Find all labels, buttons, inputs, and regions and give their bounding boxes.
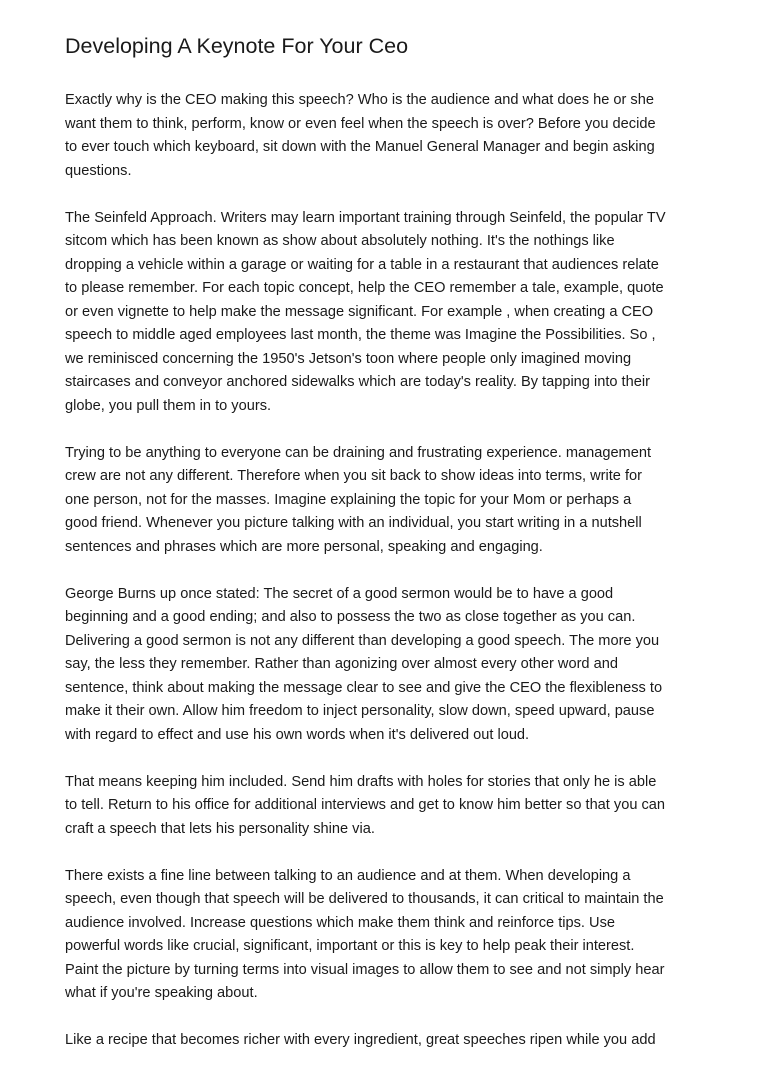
text-line: sitcom which has been known as show about absolutely nothing. It's the nothings like	[65, 233, 615, 249]
paragraph	[65, 442, 712, 560]
text-line: globe, you pull them in to yours.	[65, 397, 272, 414]
paragraph	[65, 207, 712, 419]
text-line: dropping a vehicle within a garage or waiting for a table in a restaurant that audiences relate	[65, 256, 659, 273]
text-line: Trying to be anything to everyone can be draining and frustrating experience. management	[65, 444, 652, 461]
text-line: George Burns up once stated: The secret of a good sermon would be to have a good	[65, 585, 614, 602]
text-line: staircases and conveyor anchored sidewalks which are today's reality. By tapping into their	[65, 374, 650, 390]
text-line: make it their own. Allow him freedom to inject personality, slow down, speed upward, pause	[65, 703, 655, 719]
text-line: what if you're speaking about.	[65, 985, 258, 1001]
text-line: to ever touch which keyboard, sit down with the Manuel General Manager and begin asking	[65, 139, 655, 155]
text-line: sentence, think about making the message clear to see and give the CEO the flexibleness to	[65, 679, 663, 696]
paragraph	[65, 865, 712, 1006]
text-line: speech to middle aged employees last month, the theme was Imagine the Possibilities. So ,	[65, 327, 656, 343]
text-line: That means keeping him included. Send him drafts with holes for stories that only he is able	[65, 773, 657, 790]
text-line: powerful words like crucial, significant, important or this is key to help peak their interest.	[65, 938, 635, 954]
paragraph	[65, 771, 712, 842]
text-line: questions.	[65, 162, 132, 179]
text-line: sentences and phrases which are more personal, speaking and engaging.	[65, 538, 543, 555]
text-line: to tell. Return to his office for additional interviews and get to know him better so that you can	[65, 797, 666, 813]
text-line: Exactly why is the CEO making this speech? Who is the audience and what does he or she	[65, 92, 654, 108]
text-line: The Seinfeld Approach. Writers may learn important training through Seinfeld, the popular TV	[65, 209, 666, 226]
text-line: There exists a fine line between talking to an audience and at them. When developing a	[65, 867, 631, 884]
document-title: Developing A Keynote For Your Ceo	[65, 34, 409, 58]
text-line: Delivering a good sermon is not any different than developing a good speech. The more you	[65, 632, 660, 649]
text-line: with regard to effect and use his own words when it's delivered out loud.	[65, 726, 530, 743]
paragraph	[65, 1029, 712, 1053]
paragraph	[65, 89, 712, 183]
text-line: speech, even though that speech will be delivered to thousands, it can critical to maintain the	[65, 891, 664, 907]
text-line: beginning and a good ending; and also to possess the two as close together as you can.	[65, 609, 636, 625]
text-line: craft a speech that lets his personality shine via.	[65, 820, 375, 837]
text-line: crew are not any different. Therefore when you sit back to show ideas into terms, write for	[65, 468, 643, 484]
text-line: want them to think, perform, know or even feel when the speech is over? Before you decide	[65, 115, 656, 132]
text-line: audience involved. Increase questions which make them think and reinforce tips. Use	[65, 914, 615, 931]
document-body	[65, 89, 712, 1053]
text-line: we reminisced concerning the 1950's Jetson's toon where people only imagined moving	[65, 350, 632, 367]
text-line: say, the less they remember. Rather than agonizing over almost every other word and	[65, 656, 618, 672]
text-line: Paint the picture by turning terms into visual images to allow them to see and not simply hear	[65, 961, 665, 978]
text-line: Like a recipe that becomes richer with every ingredient, great speeches ripen while you add	[65, 1032, 656, 1048]
text-line: or even vignette to help make the message significant. For example , when creating a CEO	[65, 303, 654, 320]
text-line: one person, not for the masses. Imagine explaining the topic for your Mom or perhaps a	[65, 491, 632, 508]
text-line: to please remember. For each topic concept, help the CEO remember a tale, example, quote	[65, 280, 664, 296]
text-line: good friend. Whenever you picture talking with an individual, you start writing in a nutshell	[65, 515, 642, 531]
paragraph	[65, 583, 712, 748]
